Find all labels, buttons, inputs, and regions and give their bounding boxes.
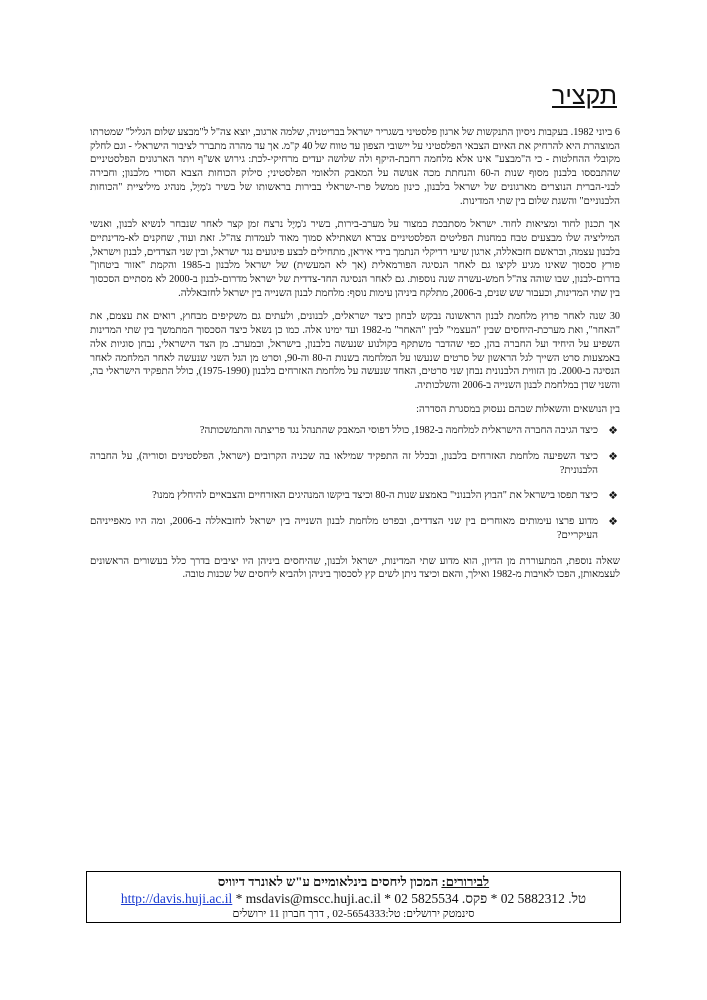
page-title: תקציר [552,82,617,110]
cinematheque-address: סינמטק ירושלים: טל:02-5654333 , דרך חברון 11 ירושלים [232,908,475,920]
diamond-bullet-icon: ❖ [608,424,618,438]
email-address[interactable]: msdavis@mscc.huji.ac.il [245,891,381,906]
paragraph-3: 30 שנה לאחר פרוץ מלחמת לבנון הראשונה נבקש לבחון כיצד ישראלים, לבנונים, ולעתים גם משקיפים מבחוץ, רואים את עצמם, את "האחר", ואת מערכת-היחסים שבין "העצמי" לבין "האחר" מ-1982 ועד ימינו אלה. כמו כן נשאל כיצד הסכסוך המתמשך בין שתי המדינות השפיע על היחיד ועל החברה בהן, כפי שהדבר משתקף בקולנוע שנעשה בלבנון, בישראל, ובמערב. מן הצד הישראלי, נבחן סוגיות אלה באמצעות סרט השייך לגל הראשון של סרטים שנעשו על המלחמה בשנות ה-80 וה-90, וסרט מן הגל השני שנעשה לאחר המלחמה לאחר הנסיגה ב-2000. מן הזווית הלבנונית נבחן שני סרטים, האחד שנעשה על מלחמת האזרחים בלבנון (1975-1990), כולל התפקיד הישראלי בה, והשני שדן במלחמת לבנון השנייה ב-2006 והשלכותיה. [90,311,621,391]
abstract-body [90,126,620,592]
website-link[interactable]: http://davis.huji.ac.il [120,891,233,906]
institute-name: המכון ליחסים בינלאומיים ע"ש לאונרד דיוויס [217,874,439,889]
phone-label: טל. [568,891,587,906]
contact-box [86,871,621,923]
phone-number: 02 5882312 [500,891,565,906]
paragraph-1: 6 ביוני 1982. בעקבות ניסיון התנקשות של ארגון פלסטיני בשגריר ישראל בבריטניה, שלמה ארגוב, יוצא צה"ל ל"מבצע שלום הגליל" שמטרתו המוצהרת היא להרחיק את האיום הצבאי הפלסטיני על יישובי הצפון עד טווח של 40 ק"מ. אך עד מהרה מתברר לציבור הישראלי - וגם לחלק מקובלי ההחלטות - כי ה"מבצע" אינו אלא מלחמה רחבת-היקף ולה שלושה יעדים מרחיקי-לכת: גירוש אש"ף ויתר הארגונים הפלסטיניים שהתבססו בלבנון מסוף שנות ה-60 והנחתת מכה אנושה על המאבק הלאומי הפלסטיני; סילוק הכוחות הצבא הסורי מלבנון; וחבירה לבני-הברית הנוצרים מארגונים של ישראל בלבנון, כינון ממשל פרו-ישראלי בבירות בראשותו של בשיר ג'מַיֶל, מנהיג מיליציית "הכוחות הלבנוניים" והשגת שלום בין שתי המדינות. [90,127,620,207]
list-item [90,424,620,438]
question-text: מדוע פרצו עימותים מאוחרים בין שני הצדדים, ובפרט מלחמת לבנון השנייה בין ישראל לחזבאללה ב-2006, ומה היו מאפייניהם העיקריים? [90,516,599,541]
contact-details: טל. 02 5882312 * פקס. 02 5825534 * msdavis@mscc.huji.ac.il * http://davis.huji.ac.il [120,891,587,906]
paragraph-2: אך תכנון לחוד ומציאות לחוד. ישראל מסתבכת במצור על מערב-בירות, בשיר ג'מַיֶל נרצח זמן קצר לאחר שנבחר לנשיא לבנון, ואנשי המיליציה שלו מבצעים טבח במחנות הפליטים הפלסטיניים צברא ושאתילא סמוך מאוד לעמדות צה"ל. זאת ועוד, שחקנים לא-מדינתיים בלבנון עצמה, ובראשם חזבאללה, ארגון שיעי רדיקלי הנתמך בידי איראן, מתחילים לבצע פיגועים נגד ישראל, ובין שני הצדדים, לבנון וישראל, פורץ סכסוך שאינו מגיע לקיצו גם לאחר הנסיגה הפורמאלית (אך לא המעשית) של ישראל מלבנון ב-1985 והקמת "אזור ביטחון" בדרום-לבנון, שבו שוהה צה"ל חמש-עשרה שנה נוספות. גם לאחר הנסיגה החד-צדדית של ישראל מדרום-לבנון ב-2000 לא מסתיים הסכסוך בין שתי המדינות, וכעבור שש שנים, ב-2006, מתלקח ביניהן עימות נוסף: מלחמת לבנון השנייה בין ישראל לחזבאללה. [90,219,620,299]
list-item [90,489,620,503]
closing-paragraph: שאלה נוספת, המתעוררת מן הדיון, הוא מדוע שתי המדינות, ישראל ולבנון, שהיחסים ביניהן היו יציבים בדרך כלל בעשורים הראשונים לעצמאותן, הפכו לאויבות מ-1982 ואילך, והאם וכיצד ניתן לשים קץ לסכסוך ביניהן ולהביא ליחסים של שכנות טובה. [90,555,620,581]
question-text: כיצד הגיבה החברה הישראלית למלחמה ב-1982, כולל דפוסי המאבק שהתנהל נגד פריצתה והתמשכותה? [199,425,598,437]
questions-intro: בין הנושאים והשאלות שבהם נעסוק במסגרת הסדרה: [416,403,620,415]
contact-header [87,874,620,890]
fax-number: 02 5825534 [394,891,459,906]
diamond-bullet-icon: ❖ [608,489,618,503]
contact-label: לבירורים: [441,874,490,889]
question-text: כיצד תפסו בישראל את "הבוץ הלבנוני" באמצע שנות ה-80 וכיצד ביקשו המנהיגים האזרחיים והצבאיים להיחלץ ממנו? [152,490,598,502]
list-item [90,450,620,477]
fax-label: פקס. [461,891,488,906]
diamond-bullet-icon: ❖ [608,515,618,529]
questions-list [90,424,620,542]
question-text: כיצד השפיעה מלחמת האזרחים בלבנון, ובכלל זה התפקיד שמילאו בה שכניה הקרובים (ישראל, הפלסטינים וסוריה), על החברה הלבנונית? [90,451,598,476]
diamond-bullet-icon: ❖ [608,450,618,464]
list-item [90,515,620,542]
